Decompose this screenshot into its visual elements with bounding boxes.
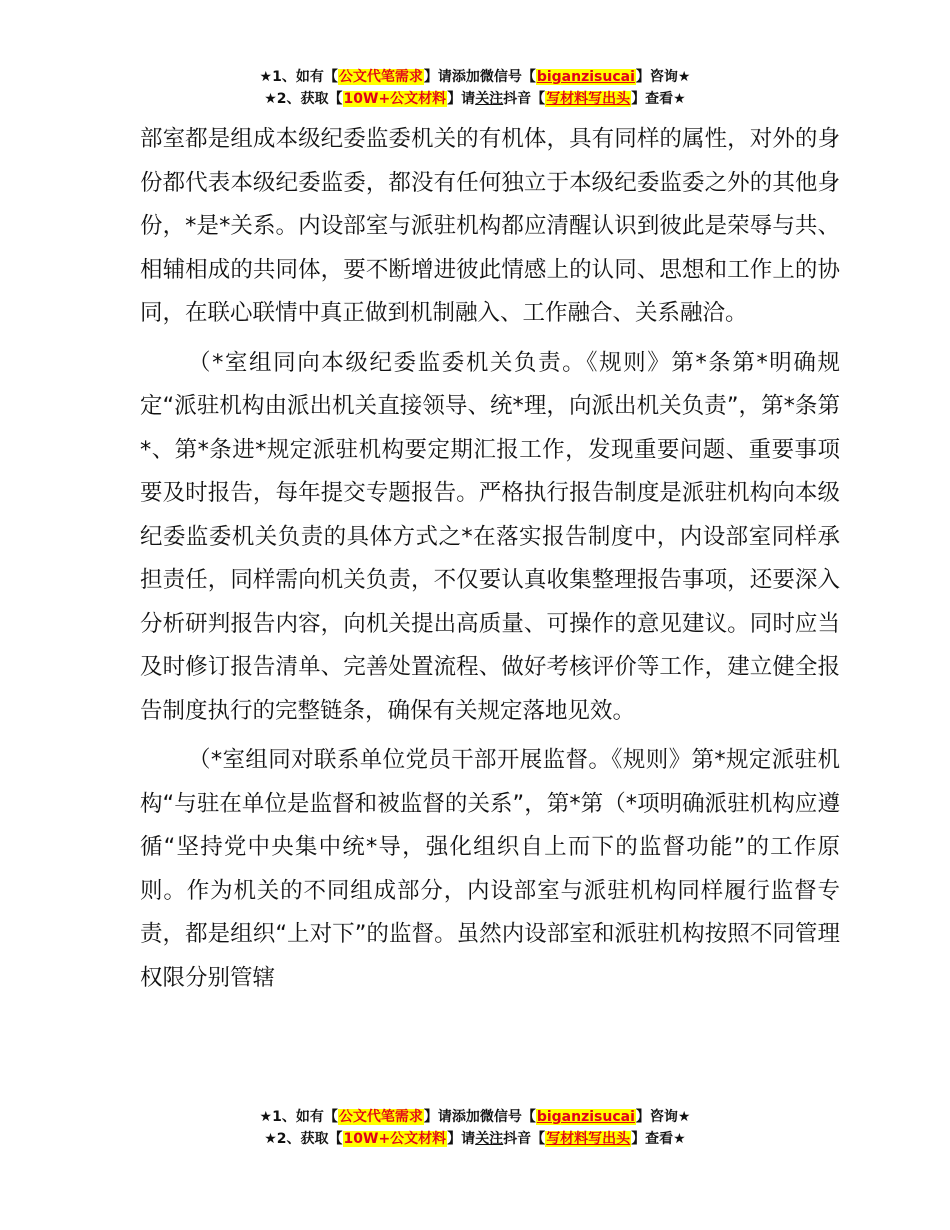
banner-highlight: 10W+公文材料 xyxy=(343,1131,447,1147)
banner-emphasis: 关注 xyxy=(475,91,504,107)
body-paragraph-1: 部室都是组成本级纪委监委机关的有机体，具有同样的属性，对外的身份都代表本级纪委监委，都没有任何独立于本级纪委监委之外的其他身份，*是*关系。内设部室与派驻机构都应清醒认识到彼此是荣辱与共、相辅相成的共同体，要不断增进彼此情感上的认同、思想和工作上的协同，在联心联情中真正做到机制融入、工作融合、关系融洽。 xyxy=(140,126,840,326)
header-banner-line-2 xyxy=(0,88,950,110)
banner-text: 微信号【 xyxy=(479,69,536,85)
document-body xyxy=(140,118,840,1006)
banner-text: ★1、如有【 xyxy=(259,69,338,85)
body-paragraph-3: （*室组同对联系单位党员干部开展监督。《规则》第*规定派驻机构“与驻在单位是监督和被监督的关系”，第*第（*项明确派驻机构应遵循“坚持党中央集中统*导，强化组织自上而下的监督功能”的工作原则。作为机关的不同组成部分，内设部室与派驻机构同样履行监督专责，都是组织“上对下”的监督。虽然内设部室和派驻机构按照不同管理权限分别管辖 xyxy=(140,747,840,991)
banner-text: 】请 xyxy=(447,91,476,107)
banner-text: 】查看★ xyxy=(631,1131,686,1147)
banner-highlight: 公文代笔需求 xyxy=(338,69,423,85)
banner-douyin-id: 写材料写出头 xyxy=(546,1131,631,1147)
banner-emphasis: 添加 xyxy=(451,69,480,85)
banner-text: 】请 xyxy=(423,1109,452,1125)
banner-text: 抖音【 xyxy=(503,1131,546,1147)
banner-emphasis: 添加 xyxy=(451,1109,480,1125)
banner-text: ★2、获取【 xyxy=(264,1131,343,1147)
body-paragraph-2: （*室组同向本级纪委监委机关负责。《规则》第*条第*明确规定“派驻机构由派出机关直接领导、统*理，向派出机关负责”，第*条第*、第*条进*规定派驻机构要定期汇报工作，发现重要问题、重要事项要及时报告，每年提交专题报告。严格执行报告制度是派驻机构向本级纪委监委机关负责的具体方式之*在落实报告制度中，内设部室同样承担责任，同样需向机关负责，不仅要认真收集整理报告事项，还要深入分析研判报告内容，向机关提出高质量、可操作的意见建议。同时应当及时修订报告清单、完善处置流程、做好考核评价等工作，建立健全报告制度执行的完整链条，确保有关规定落地见效。 xyxy=(140,349,840,724)
banner-text: 】咨询★ xyxy=(635,1109,691,1125)
banner-text: ★1、如有【 xyxy=(259,1109,338,1125)
footer-banner-line-1 xyxy=(0,1106,950,1128)
banner-text: 抖音【 xyxy=(503,91,546,107)
header-banner-line-1 xyxy=(0,66,950,88)
footer-banner-line-2 xyxy=(0,1128,950,1150)
banner-text: 】请 xyxy=(423,69,452,85)
banner-highlight: 10W+公文材料 xyxy=(343,91,447,107)
banner-wechat-id: biganzisucai xyxy=(536,69,635,85)
banner-text: 】咨询★ xyxy=(635,69,691,85)
banner-text: 微信号【 xyxy=(479,1109,536,1125)
banner-emphasis: 关注 xyxy=(475,1131,504,1147)
banner-douyin-id: 写材料写出头 xyxy=(546,91,631,107)
header-banner xyxy=(0,66,950,110)
footer-banner xyxy=(0,1106,950,1150)
banner-text: ★2、获取【 xyxy=(264,91,343,107)
banner-text: 】查看★ xyxy=(631,91,686,107)
banner-highlight: 公文代笔需求 xyxy=(338,1109,423,1125)
banner-text: 】请 xyxy=(447,1131,476,1147)
banner-wechat-id: biganzisucai xyxy=(536,1109,635,1125)
